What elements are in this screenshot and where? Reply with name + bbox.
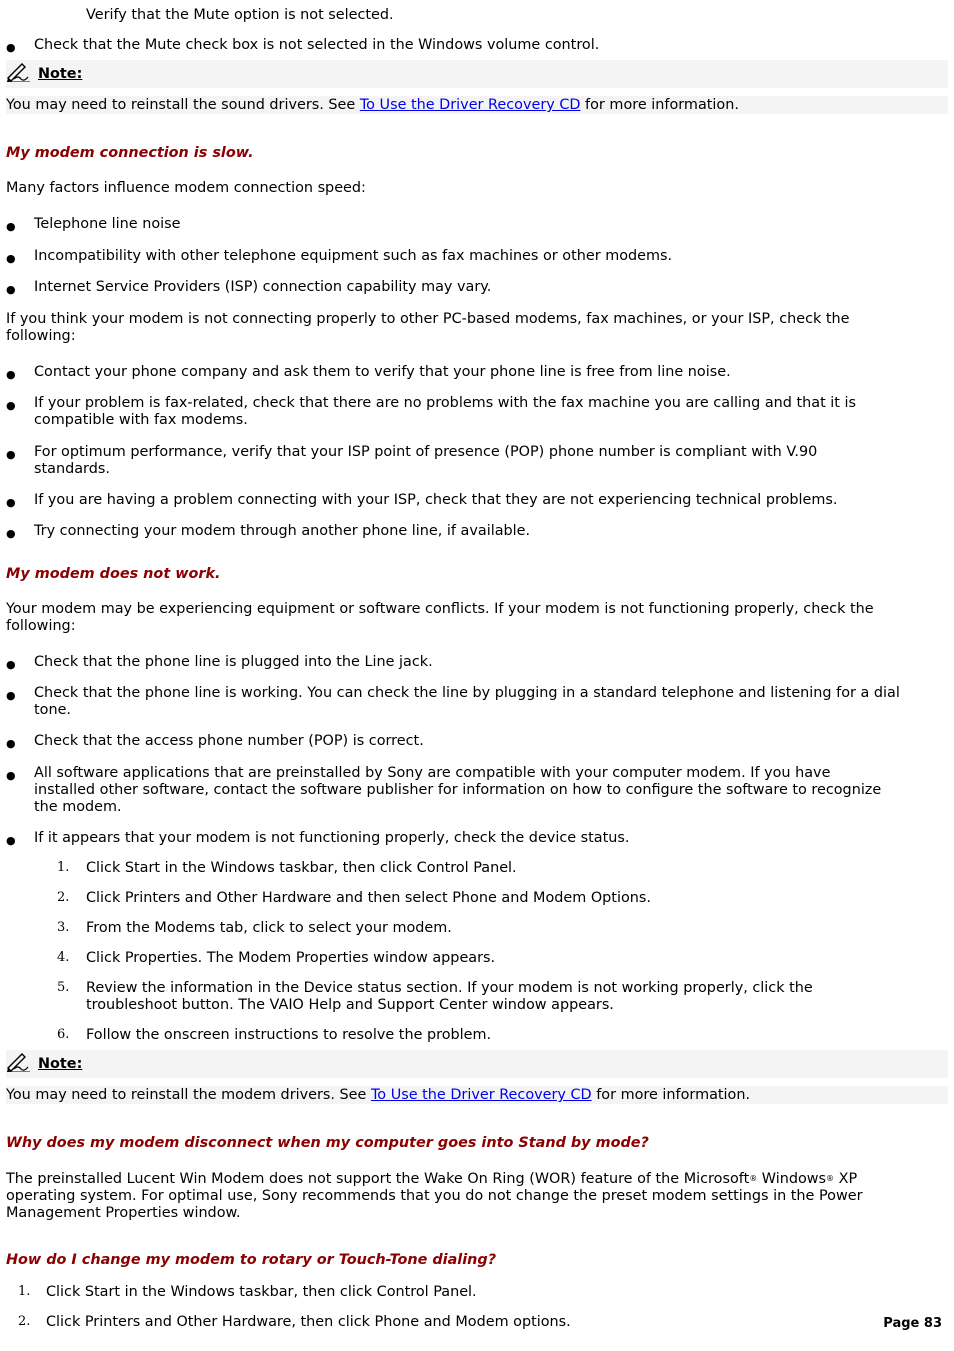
paragraph-text: The preinstalled Lucent Win Modem does not support the Wake On Ring (WOR) feature of the Microsoft bbox=[6, 1171, 750, 1187]
driver-recovery-link[interactable]: To Use the Driver Recovery CD bbox=[370, 1087, 592, 1103]
bullet-icon: ● bbox=[6, 448, 16, 461]
step-text: Click Printers and Other Hardware, then click Phone and Modem options. bbox=[46, 1314, 571, 1330]
paragraph-text: XP bbox=[834, 1171, 858, 1187]
registered-mark: ® bbox=[749, 1174, 758, 1183]
bullet-text: For optimum performance, verify that your ISP point of presence (POP) phone number is compliant with V.90 standards. bbox=[34, 444, 818, 477]
step-text: Review the information in the Device status section. If your modem is not working properly, click the troubleshoot button. The VAIO Help and Support Center window appears. bbox=[86, 980, 813, 1013]
step-number: 6. bbox=[57, 1027, 70, 1042]
pencil-note-icon bbox=[6, 62, 32, 87]
bullet-icon: ● bbox=[6, 737, 16, 750]
instruction-text: Verify that the Mute option is not selected. bbox=[86, 7, 394, 23]
note-body bbox=[6, 96, 948, 114]
bullet-text: If it appears that your modem is not functioning properly, check the device status. bbox=[34, 830, 630, 846]
step-number: 2. bbox=[57, 890, 70, 905]
note-text: You may need to reinstall the modem drivers. See bbox=[6, 1087, 371, 1103]
paragraph: Many factors influence modem connection speed: bbox=[6, 180, 366, 196]
note-header bbox=[6, 60, 948, 88]
step-text: Click Start in the Windows taskbar, then click Control Panel. bbox=[46, 1284, 477, 1300]
note-label: Note: bbox=[38, 1056, 83, 1072]
bullet-text: All software applications that are preinstalled by Sony are compatible with your computer modem. If you have installed other software, contact the software publisher for information on how to configure the software to recognize the modem. bbox=[34, 765, 882, 815]
note-label: Note: bbox=[38, 66, 83, 82]
bullet-text: Incompatibility with other telephone equipment such as fax machines or other modems. bbox=[34, 248, 673, 264]
step-text: Click Printers and Other Hardware and then select Phone and Modem Options. bbox=[86, 890, 651, 906]
bullet-icon: ● bbox=[6, 41, 16, 54]
section-heading: How do I change my modem to rotary or Touch-Tone dialing? bbox=[6, 1252, 497, 1268]
pencil-note-icon bbox=[6, 1052, 32, 1077]
note-text: You may need to reinstall the sound drivers. See bbox=[6, 97, 360, 113]
bullet-icon: ● bbox=[6, 496, 16, 509]
step-number: 3. bbox=[57, 920, 70, 935]
bullet-text: Internet Service Providers (ISP) connection capability may vary. bbox=[34, 279, 492, 295]
page-number: Page 83 bbox=[883, 1316, 942, 1331]
note-body bbox=[6, 1086, 948, 1104]
step-number: 1. bbox=[57, 860, 70, 875]
paragraph-text: operating system. For optimal use, Sony recommends that you do not change the preset modem settings in the Power Management Properties window. bbox=[6, 1188, 863, 1221]
bullet-text: Try connecting your modem through another phone line, if available. bbox=[34, 523, 531, 539]
paragraph: If you think your modem is not connecting properly to other PC-based modems, fax machines, or your ISP, check the following: bbox=[6, 311, 850, 344]
bullet-text: Check that the Mute check box is not selected in the Windows volume control. bbox=[34, 37, 600, 53]
step-text: Follow the onscreen instructions to resolve the problem. bbox=[86, 1027, 492, 1043]
paragraph-text: Windows bbox=[757, 1171, 827, 1187]
step-number: 2. bbox=[18, 1314, 31, 1329]
section-heading: Why does my modem disconnect when my computer goes into Stand by mode? bbox=[6, 1135, 649, 1151]
bullet-icon: ● bbox=[6, 769, 16, 782]
bullet-icon: ● bbox=[6, 283, 16, 296]
bullet-text: Telephone line noise bbox=[34, 216, 181, 232]
step-number: 5. bbox=[57, 980, 70, 995]
step-text: Click Start in the Windows taskbar, then click Control Panel. bbox=[86, 860, 517, 876]
bullet-text: Check that the phone line is plugged into the Line jack. bbox=[34, 654, 433, 670]
note-text: for more information. bbox=[580, 97, 739, 113]
note-text: for more information. bbox=[591, 1087, 751, 1103]
bullet-text: Contact your phone company and ask them to verify that your phone line is free from line noise. bbox=[34, 364, 731, 380]
section-heading: My modem connection is slow. bbox=[6, 145, 254, 161]
bullet-text: If you are having a problem connecting with your ISP, check that they are not experiencing technical problems. bbox=[34, 492, 838, 508]
bullet-icon: ● bbox=[6, 689, 16, 702]
bullet-text: Check that the phone line is working. You can check the line by plugging in a standard telephone and listening for a dial tone. bbox=[34, 685, 900, 718]
step-number: 1. bbox=[18, 1284, 31, 1299]
bullet-text: If your problem is fax-related, check that there are no problems with the fax machine you are calling and that it is compatible with fax modems. bbox=[34, 395, 857, 428]
section-heading: My modem does not work. bbox=[6, 566, 221, 582]
paragraph bbox=[6, 1170, 921, 1222]
registered-mark: ® bbox=[826, 1174, 835, 1183]
bullet-icon: ● bbox=[6, 252, 16, 265]
bullet-icon: ● bbox=[6, 220, 16, 233]
paragraph: Your modem may be experiencing equipment or software conflicts. If your modem is not functioning properly, check the following: bbox=[6, 601, 874, 634]
bullet-text: Check that the access phone number (POP) is correct. bbox=[34, 733, 424, 749]
bullet-icon: ● bbox=[6, 527, 16, 540]
bullet-icon: ● bbox=[6, 399, 16, 412]
bullet-icon: ● bbox=[6, 658, 16, 671]
bullet-icon: ● bbox=[6, 834, 16, 847]
step-text: Click Properties. The Modem Properties window appears. bbox=[86, 950, 496, 966]
step-number: 4. bbox=[57, 950, 70, 965]
bullet-icon: ● bbox=[6, 368, 16, 381]
note-header bbox=[6, 1050, 948, 1078]
driver-recovery-link[interactable]: To Use the Driver Recovery CD bbox=[359, 97, 581, 113]
step-text: From the Modems tab, click to select your modem. bbox=[86, 920, 452, 936]
